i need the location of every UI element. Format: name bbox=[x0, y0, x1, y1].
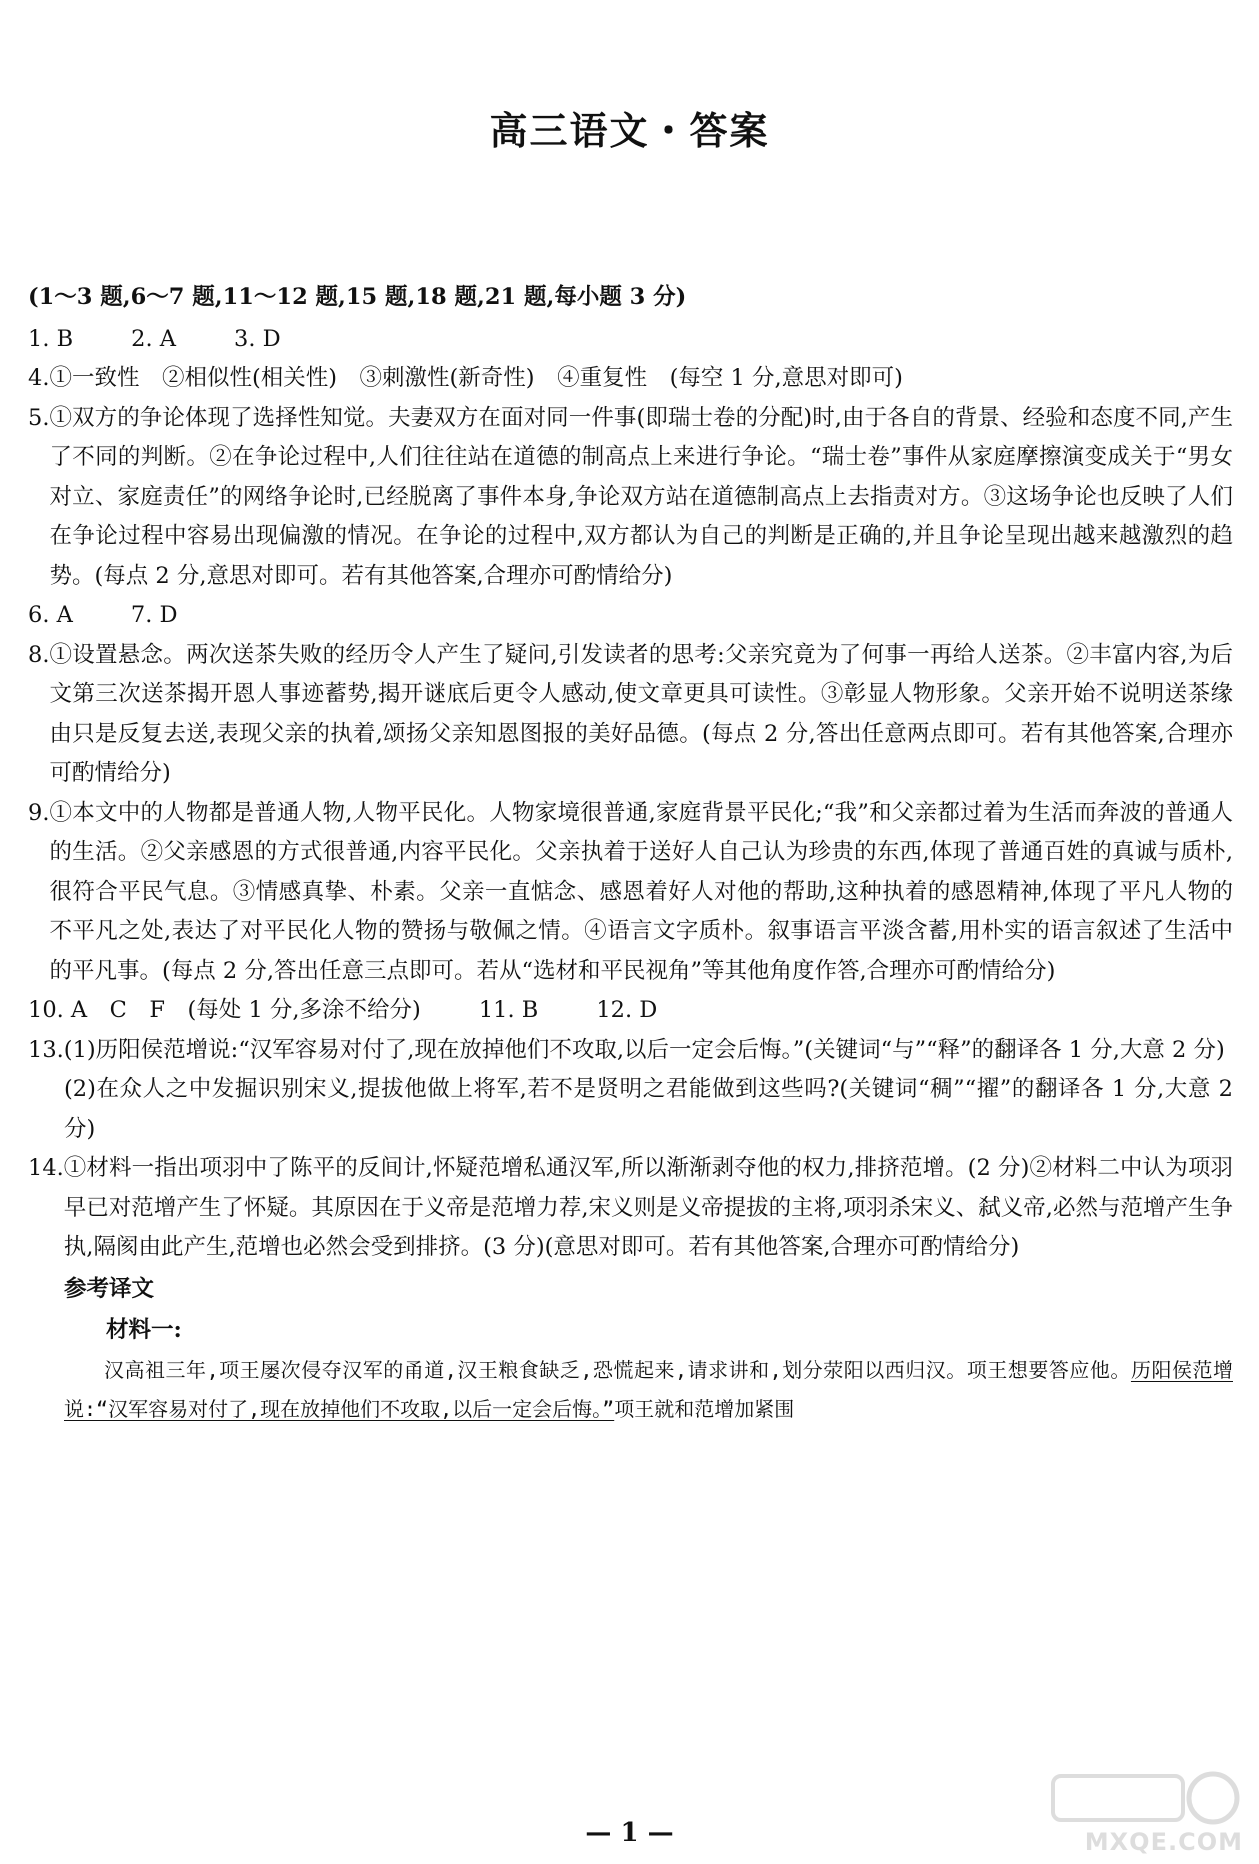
answer-q9 bbox=[28, 794, 1233, 992]
watermark-emblem-icon bbox=[1033, 1766, 1243, 1836]
page-number: — 1 — bbox=[585, 1818, 674, 1848]
q8-text: ①设置悬念。两次送茶失败的经历令人产生了疑问,引发读者的思考:父亲究竟为了何事一再给人送茶。②丰富内容,为后文第三次送茶揭开恩人事迹蓄势,揭开谜底后更令人感动,使文章更具可读性。③彰显人物形象。父亲开始不说明送茶缘由只是反复去送,表现父亲的执着,颂扬父亲知恩图报的美好品德。(每点 2 分,答出任意两点即可。若有其他答案,合理亦可酌情给分) bbox=[49, 641, 1233, 786]
page-title: 高三语文・答案 bbox=[489, 109, 770, 153]
answer-q8 bbox=[28, 636, 1233, 794]
answer-content bbox=[28, 278, 1233, 1430]
answer-q4 bbox=[28, 359, 1233, 399]
watermark-text: MXQE.COM bbox=[1084, 1828, 1243, 1856]
answer-q3: 3. D bbox=[234, 325, 281, 352]
mc-answers-10-12 bbox=[28, 991, 1233, 1031]
answer-q6: 6. A bbox=[28, 602, 73, 628]
mc-answers-6-7 bbox=[28, 596, 1233, 636]
q5-text: ①双方的争论体现了选择性知觉。夫妻双方在面对同一件事(即瑞士卷的分配)时,由于各自的背景、经验和态度不同,产生了不同的判断。②在争论过程中,人们往往站在道德的制高点上来进行争论。“瑞士卷”事件从家庭摩擦演变成关于“男女对立、家庭责任”的网络争论时,已经脱离了事件本身,争论双方站在道德制高点上去指责对方。③这场争论也反映了人们在争论过程中容易出现偏激的情况。在争论的过程中,双方都认为自己的判断是正确的,并且争论呈现出越来越激烈的趋势。(每点 2 分,意思对即可。若有其他答案,合理亦可酌情给分) bbox=[49, 404, 1233, 589]
q13-number: 13. bbox=[28, 1036, 64, 1063]
q13-part2: (2)在众人之中发掘识别宋义,提拔他做上将军,若不是贤明之君能做到这些吗?(关键词“稠”“擢”的翻译各 1 分,大意 2 分) bbox=[64, 1076, 1233, 1142]
translation-paragraph bbox=[28, 1351, 1233, 1430]
q14-number: 14. bbox=[28, 1155, 64, 1181]
q8-number: 8. bbox=[28, 641, 50, 668]
answer-q11: 11. B bbox=[478, 997, 539, 1023]
answer-q2: 2. A bbox=[131, 325, 177, 352]
q9-text: ①本文中的人物都是普通人物,人物平民化。人物家境很普通,家庭背景平民化;“我”和父亲都过着为生活而奔波的普通人的生活。②父亲感恩的方式很普通,内容平民化。父亲执着于送好人自己认为珍贵的东西,体现了普通百姓的真诚与质朴,很符合平民气息。③情感真挚、朴素。父亲一直惦念、感恩着好人对他的帮助,这种执着的感恩精神,体现了平凡人物的不平凡之处,表达了对平民化人物的赞扬与敬佩之情。④语言文字质朴。叙事语言平淡含蓄,用朴实的语言叙述了生活中的平凡事。(每点 2 分,答出任意三点即可。若从“选材和平民视角”等其他角度作答,合理亦可酌情给分) bbox=[49, 799, 1233, 984]
translation-start: 汉高祖三年,项王屡次侵夺汉军的甬道,汉王粮食缺乏,恐慌起来,请求讲和,划分荥阳以西归汉。项王想要答应他。 bbox=[104, 1357, 1131, 1382]
material-one-label: 材料一: bbox=[106, 1317, 182, 1343]
scoring-note: (1～3 题,6～7 题,11～12 题,15 题,18 题,21 题,每小题 3 分) bbox=[28, 284, 687, 310]
answer-q13 bbox=[28, 1031, 1233, 1071]
translation-underlined: 历阳侯范增说:“汉军容易对付了,现在放掉他们不攻取,以后一定会后悔。” bbox=[64, 1357, 1233, 1421]
answer-q12: 12. D bbox=[596, 997, 658, 1023]
watermark-logo bbox=[1033, 1766, 1243, 1856]
q4-number: 4. bbox=[28, 365, 50, 391]
reference-translation-heading: 参考译文 bbox=[64, 1275, 155, 1302]
translation-end: 项王就和范增加紧围 bbox=[614, 1397, 795, 1421]
answer-q7: 7. D bbox=[130, 602, 178, 628]
mc-answers-1-3 bbox=[28, 320, 1233, 360]
answer-q1: 1. B bbox=[28, 325, 74, 352]
q9-number: 9. bbox=[28, 799, 50, 826]
q4-text: ①一致性 ②相似性(相关性) ③刺激性(新奇性) ④重复性 (每空 1 分,意思对即可) bbox=[49, 365, 903, 391]
answer-q10: 10. A C F (每处 1 分,多涂不给分) bbox=[28, 997, 421, 1023]
q5-number: 5. bbox=[28, 404, 50, 431]
answer-q5 bbox=[28, 399, 1233, 597]
q14-text: ①材料一指出项羽中了陈平的反间计,怀疑范增私通汉军,所以渐渐剥夺他的权力,排挤范增。(2 分)②材料二中认为项羽早已对范增产生了怀疑。其原因在于义帝是范增力荐,宋义则是义帝提拔的主将,项羽杀宋义、弑义帝,必然与范增产生争执,隔阂由此产生,范增也必然会受到排挤。(3 分)(意思对即可。若有其他答案,合理亦可酌情给分) bbox=[63, 1155, 1233, 1260]
q13-part1: (1)历阳侯范增说:“汉军容易对付了,现在放掉他们不攻取,以后一定会后悔。”(关键词“与”“释”的翻译各 1 分,大意 2 分) bbox=[63, 1036, 1225, 1063]
answer-q14 bbox=[28, 1149, 1233, 1268]
